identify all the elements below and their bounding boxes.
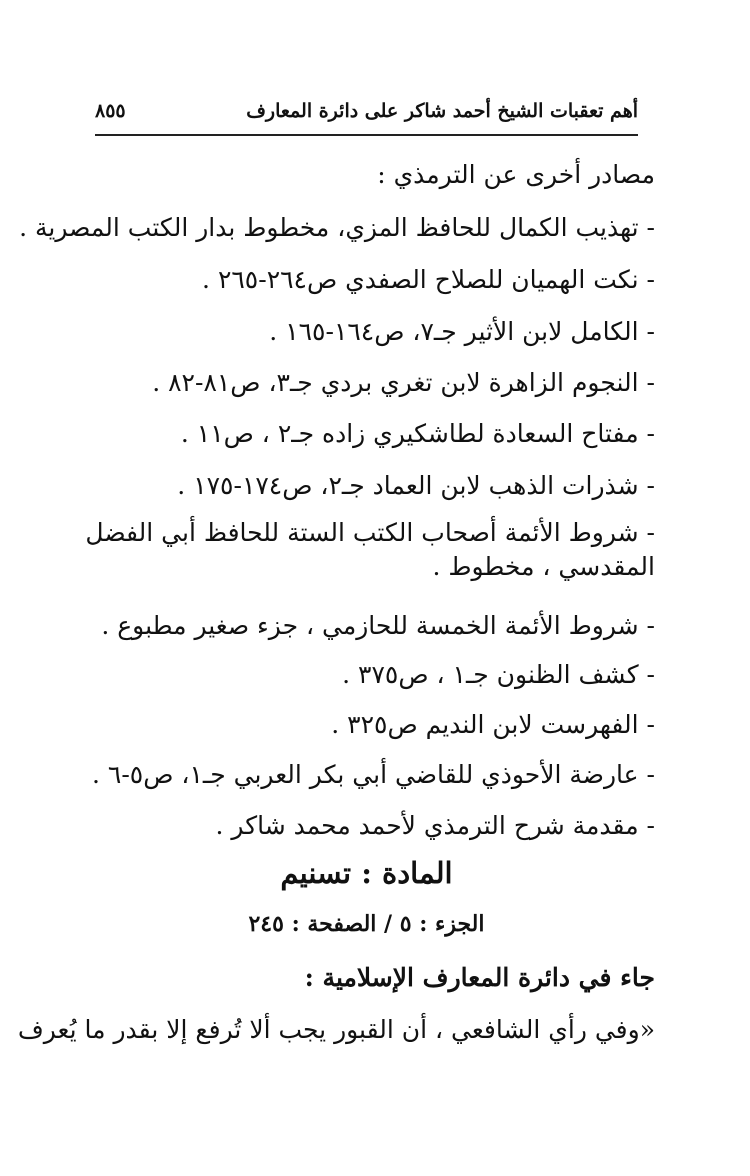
source-line: - النجوم الزاهرة لابن تغري بردي جـ٣، ص٨١-٨٢ . [152,368,655,397]
source-line: - الكامل لابن الأثير جـ٧، ص١٦٤-١٦٥ . [269,317,655,346]
source-heading: جاء في دائرة المعارف الإسلامية : [304,963,655,992]
source-line: - الفهرست لابن النديم ص٣٢٥ . [331,710,655,739]
source-line: - نكت الهميان للصلاح الصفدي ص٢٦٤-٢٦٥ . [202,265,655,294]
source-line-continuation: المقدسي ، مخطوط . [432,552,655,581]
page-number: ٨٥٥ [95,100,126,122]
source-line: - شروط الأئمة أصحاب الكتب الستة للحافظ أبي الفضل [85,518,655,547]
page-header [95,96,638,136]
sources-intro: مصادر أخرى عن الترمذي : [377,160,655,189]
section-meta: الجزء : ٥ / الصفحة : ٢٤٥ [248,911,485,937]
source-line: - كشف الظنون جـ١ ، ص٣٧٥ . [342,660,655,689]
source-line: - شروط الأئمة الخمسة للحازمي ، جزء صغير مطبوع . [101,611,655,640]
source-line: - مفتاح السعادة لطاشكيري زاده جـ٢ ، ص١١ . [180,419,655,448]
running-title: أهم تعقبات الشيخ أحمد شاكر على دائرة المعارف [246,100,638,122]
source-line: - تهذيب الكمال للحافظ المزي، مخطوط بدار الكتب المصرية . [19,213,655,242]
quote-line: «وفي رأي الشافعي ، أن القبور يجب ألا تُرفع إلا بقدر ما يُعرف [17,1015,655,1044]
section-title: المادة : تسنيم [280,856,453,890]
source-line: - مقدمة شرح الترمذي لأحمد محمد شاكر . [215,811,655,840]
source-line: - شذرات الذهب لابن العماد جـ٢، ص١٧٤-١٧٥ . [177,471,655,500]
source-line: - عارضة الأحوذي للقاضي أبي بكر العربي جـ١، ص٥-٦ . [91,760,655,789]
